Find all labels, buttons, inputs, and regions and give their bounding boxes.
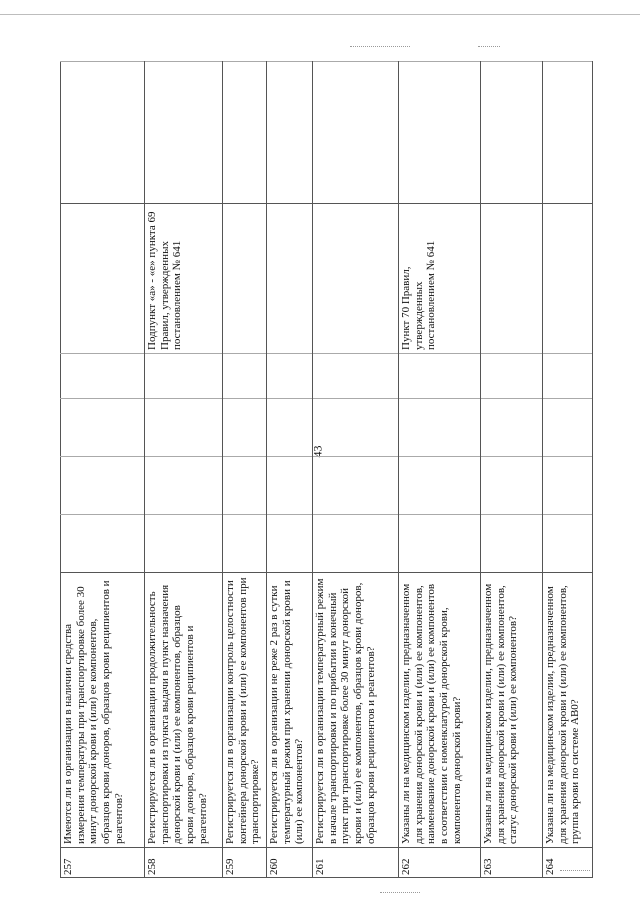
table-row bbox=[145, 62, 223, 878]
answer-na-cell bbox=[267, 399, 313, 457]
answer-na-cell bbox=[399, 399, 481, 457]
answer-no-cell bbox=[313, 457, 399, 515]
answer-yes-cell bbox=[481, 515, 543, 573]
answer-spare-cell bbox=[313, 354, 399, 399]
answer-spare-cell bbox=[223, 354, 267, 399]
table-row bbox=[313, 62, 399, 878]
answer-yes-cell bbox=[267, 515, 313, 573]
answer-spare-cell bbox=[267, 354, 313, 399]
answer-yes-cell bbox=[61, 515, 145, 573]
note-cell bbox=[481, 62, 543, 204]
answer-no-cell bbox=[223, 457, 267, 515]
row-number: 264 bbox=[543, 848, 593, 878]
answer-yes-cell bbox=[145, 515, 223, 573]
row-question: Регистрируется ли в организации продолжительность транспортировки из пункта выдачи в пункт назначения донорской крови и (или) ее компонентов, образцов крови доноров, образцов крови реципиентов и реагентов? bbox=[145, 573, 223, 848]
row-reference: Подпункт «а» - «е» пункта 69 Правил, утвержденных постановлением № 641 bbox=[145, 204, 223, 354]
row-question: Имеются ли в организации в наличии средства измерения температуры при транспортировке более 30 минут донорской крови и (или) ее компонентов, образцов крови доноров, образцов крови реципиентов и реагентов? bbox=[61, 573, 145, 848]
row-number: 257 bbox=[61, 848, 145, 878]
answer-no-cell bbox=[61, 457, 145, 515]
note-cell bbox=[543, 62, 593, 204]
table-row bbox=[543, 62, 593, 878]
answer-yes-cell bbox=[223, 515, 267, 573]
answer-no-cell bbox=[481, 457, 543, 515]
answer-spare-cell bbox=[399, 354, 481, 399]
faint-rule bbox=[380, 892, 420, 893]
row-reference bbox=[481, 204, 543, 354]
checklist-table bbox=[60, 61, 593, 878]
row-question: Регистрируется ли в организации контроль целостности контейнера донорской крови и (или) ее компонентов при транспортировке? bbox=[223, 573, 267, 848]
top-edge-rule bbox=[0, 14, 640, 15]
table-row bbox=[61, 62, 145, 878]
note-cell bbox=[313, 62, 399, 204]
row-number: 262 bbox=[399, 848, 481, 878]
row-number: 263 bbox=[481, 848, 543, 878]
answer-spare-cell bbox=[481, 354, 543, 399]
row-reference: Пункт 70 Правил, утвержденных постановлением № 641 bbox=[399, 204, 481, 354]
row-reference bbox=[313, 204, 399, 354]
row-number: 258 bbox=[145, 848, 223, 878]
answer-na-cell bbox=[145, 399, 223, 457]
note-cell bbox=[61, 62, 145, 204]
answer-no-cell bbox=[543, 457, 593, 515]
answer-spare-cell bbox=[61, 354, 145, 399]
row-question: Указана ли на медицинском изделии, предназначенном для хранения донорской крови и (или) ее компонентов, группа крови по системе АВ0? bbox=[543, 573, 593, 848]
row-reference bbox=[543, 204, 593, 354]
answer-spare-cell bbox=[543, 354, 593, 399]
row-question: Указаны ли на медицинском изделии, предназначенном для хранения донорской крови и (или) ее компонентов, статус донорской крови и (или) ее компонентов? bbox=[481, 573, 543, 848]
answer-yes-cell bbox=[399, 515, 481, 573]
answer-no-cell bbox=[399, 457, 481, 515]
note-cell bbox=[399, 62, 481, 204]
answer-na-cell bbox=[61, 399, 145, 457]
table-row bbox=[267, 62, 313, 878]
row-reference bbox=[223, 204, 267, 354]
row-reference bbox=[267, 204, 313, 354]
answer-yes-cell bbox=[543, 515, 593, 573]
row-question: Регистрируется ли в организации температурный режим в начале транспортировки и по прибытии в конечный пункт при транспортировке более 30 минут донорской крови и (или) ее компонентов, образцов крови доноров, образцов крови реципиентов и реагентов? bbox=[313, 573, 399, 848]
faint-rule bbox=[478, 46, 500, 47]
row-reference bbox=[61, 204, 145, 354]
row-question: Регистрируется ли в организации не реже 2 раз в сутки температурный режим при хранении донорской крови и (или) ее компонентов? bbox=[267, 573, 313, 848]
table-row bbox=[399, 62, 481, 878]
rotated-page-content bbox=[60, 62, 592, 878]
answer-na-cell bbox=[310, 399, 399, 458]
answer-spare-cell bbox=[145, 354, 223, 399]
page-number: 43 bbox=[310, 445, 325, 458]
answer-no-cell bbox=[145, 457, 223, 515]
note-cell bbox=[145, 62, 223, 204]
table-row bbox=[481, 62, 543, 878]
answer-na-cell bbox=[543, 399, 593, 457]
answer-no-cell bbox=[267, 457, 313, 515]
answer-na-cell bbox=[223, 399, 267, 457]
row-number: 260 bbox=[267, 848, 313, 878]
note-cell bbox=[267, 62, 313, 204]
table-row bbox=[223, 62, 267, 878]
faint-rule bbox=[350, 46, 410, 47]
row-number: 259 bbox=[223, 848, 267, 878]
answer-yes-cell bbox=[313, 515, 399, 573]
answer-na-cell bbox=[481, 399, 543, 457]
row-number: 261 bbox=[313, 848, 399, 878]
row-question: Указаны ли на медицинском изделии, предназначенном для хранения донорской крови и (или) ее компонентов, наименование донорской крови и (или) ее компонентов в соответствии с номенклатурой донорской крови, компонентов донорской крови? bbox=[399, 573, 481, 848]
note-cell bbox=[223, 62, 267, 204]
